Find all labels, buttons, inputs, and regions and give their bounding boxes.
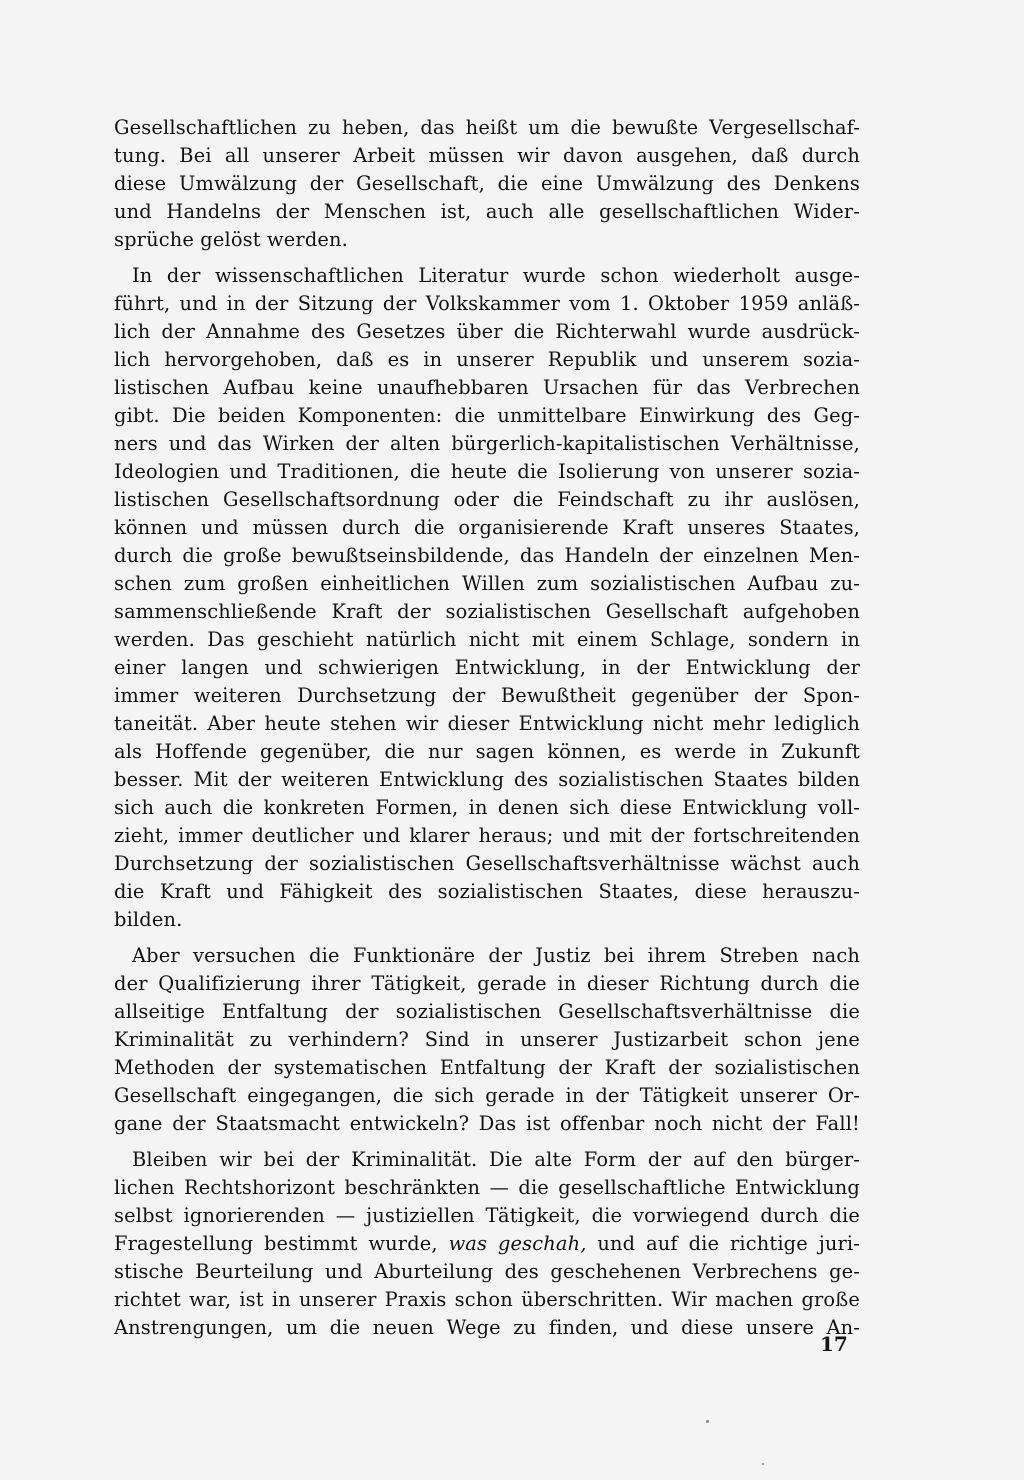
text-line: ners und das Wirken der alten bürgerlich-kapitalistischen Verhältnisse, — [114, 432, 860, 455]
text-line: sich auch die konkreten Formen, in denen sich diese Entwicklung voll- — [114, 796, 860, 819]
text-line: taneität. Aber heute stehen wir dieser Entwicklung nicht mehr lediglich — [114, 712, 860, 735]
text-line: Methoden der systematischen Entfaltung der Kraft der sozialistischen — [114, 1056, 860, 1079]
text-line: die Kraft und Fähigkeit des sozialistischen Staates, diese herauszu- — [114, 880, 860, 903]
text-line: einer langen und schwierigen Entwicklung, in der Entwicklung der — [114, 656, 860, 679]
text-line: Kriminalität zu verhindern? Sind in unserer Justizarbeit schon jene — [114, 1028, 860, 1051]
text-line: listischen Aufbau keine unaufhebbaren Ursachen für das Verbrechen — [114, 376, 860, 399]
paragraph-4 — [114, 1146, 860, 1342]
paragraph-1 — [114, 114, 860, 254]
emphasis-text: was geschah, — [448, 1232, 587, 1255]
text-line: bilden. — [114, 908, 183, 931]
text-line: besser. Mit der weiteren Entwicklung des sozialistischen Staates bilden — [114, 768, 860, 791]
text-line: immer weiteren Durchsetzung der Bewußtheit gegenüber der Spon- — [114, 684, 860, 707]
body-text — [114, 114, 860, 1350]
text-line: Durchsetzung der sozialistischen Gesellschaftsverhältnisse wächst auch — [114, 852, 860, 875]
text-line: Gesellschaft eingegangen, die sich gerade in der Tätigkeit unserer Or- — [114, 1084, 860, 1107]
text-line-with-emphasis — [114, 1230, 860, 1258]
text-line: lich der Annahme des Gesetzes über die Richterwahl wurde ausdrück- — [114, 320, 860, 343]
text-line: sammenschließende Kraft der sozialistischen Gesellschaft aufgehoben — [114, 600, 860, 623]
text-line: lichen Rechtshorizont beschränkten — die gesellschaftliche Entwicklung — [114, 1176, 860, 1199]
text-line: zieht, immer deutlicher und klarer heraus; und mit der fortschreitenden — [114, 824, 860, 847]
text-line: sprüche gelöst werden. — [114, 228, 348, 251]
paragraph-3 — [114, 942, 860, 1138]
text-line: Aber versuchen die Funktionäre der Justiz bei ihrem Streben nach — [132, 944, 860, 967]
paper-speck — [762, 1463, 764, 1465]
text-line: allseitige Entfaltung der sozialistischen Gesellschaftsverhältnisse die — [114, 1000, 860, 1023]
text-line: gane der Staatsmacht entwickeln? Das ist offenbar noch nicht der Fall! — [114, 1112, 860, 1135]
text-line: durch die große bewußtseinsbildende, das Handeln der einzelnen Men- — [114, 544, 860, 567]
text-line: Ideologien und Traditionen, die heute die Isolierung von unserer sozia- — [114, 460, 860, 483]
text-line: richtet war, ist in unserer Praxis schon überschritten. Wir machen große — [114, 1288, 860, 1311]
text-line: listischen Gesellschaftsordnung oder die Feindschaft zu ihr auslösen, — [114, 488, 860, 511]
text-line: führt, und in der Sitzung der Volkskammer vom 1. Oktober 1959 anläß- — [114, 292, 860, 315]
text-line: selbst ignorierenden — justiziellen Tätigkeit, die vorwiegend durch die — [114, 1204, 860, 1227]
text-line: Anstrengungen, um die neuen Wege zu finden, und diese unsere An- — [114, 1316, 860, 1339]
text-line: werden. Das geschieht natürlich nicht mit einem Schlage, sondern in — [114, 628, 860, 651]
paragraph-2 — [114, 262, 860, 934]
text-run: und auf die richtige juri- — [586, 1232, 860, 1255]
text-line: können und müssen durch die organisierende Kraft unseres Staates, — [114, 516, 860, 539]
text-run: Fragestellung bestimmt wurde, — [114, 1232, 449, 1255]
text-line: der Qualifizierung ihrer Tätigkeit, gerade in dieser Richtung durch die — [114, 972, 860, 995]
paper-speck — [706, 1420, 709, 1423]
text-line: tung. Bei all unserer Arbeit müssen wir davon ausgehen, daß durch — [114, 144, 860, 167]
text-line: In der wissenschaftlichen Literatur wurde schon wiederholt ausge- — [132, 264, 860, 287]
text-line: und Handelns der Menschen ist, auch alle gesellschaftlichen Wider- — [114, 200, 860, 223]
text-line: diese Umwälzung der Gesellschaft, die eine Umwälzung des Denkens — [114, 172, 860, 195]
text-line: Bleiben wir bei der Kriminalität. Die alte Form der auf den bürger- — [132, 1148, 860, 1171]
text-line: als Hoffende gegenüber, die nur sagen können, es werde in Zukunft — [114, 740, 860, 763]
page-number: 17 — [820, 1332, 848, 1356]
text-line: Gesellschaftlichen zu heben, das heißt um die bewußte Vergesellschaf- — [114, 116, 860, 139]
text-line: stische Beurteilung und Aburteilung des geschehenen Verbrechens ge- — [114, 1260, 860, 1283]
text-line: schen zum großen einheitlichen Willen zum sozialistischen Aufbau zu- — [114, 572, 860, 595]
text-line: lich hervorgehoben, daß es in unserer Republik und unserem sozia- — [114, 348, 860, 371]
text-line: gibt. Die beiden Komponenten: die unmittelbare Einwirkung des Geg- — [114, 404, 860, 427]
